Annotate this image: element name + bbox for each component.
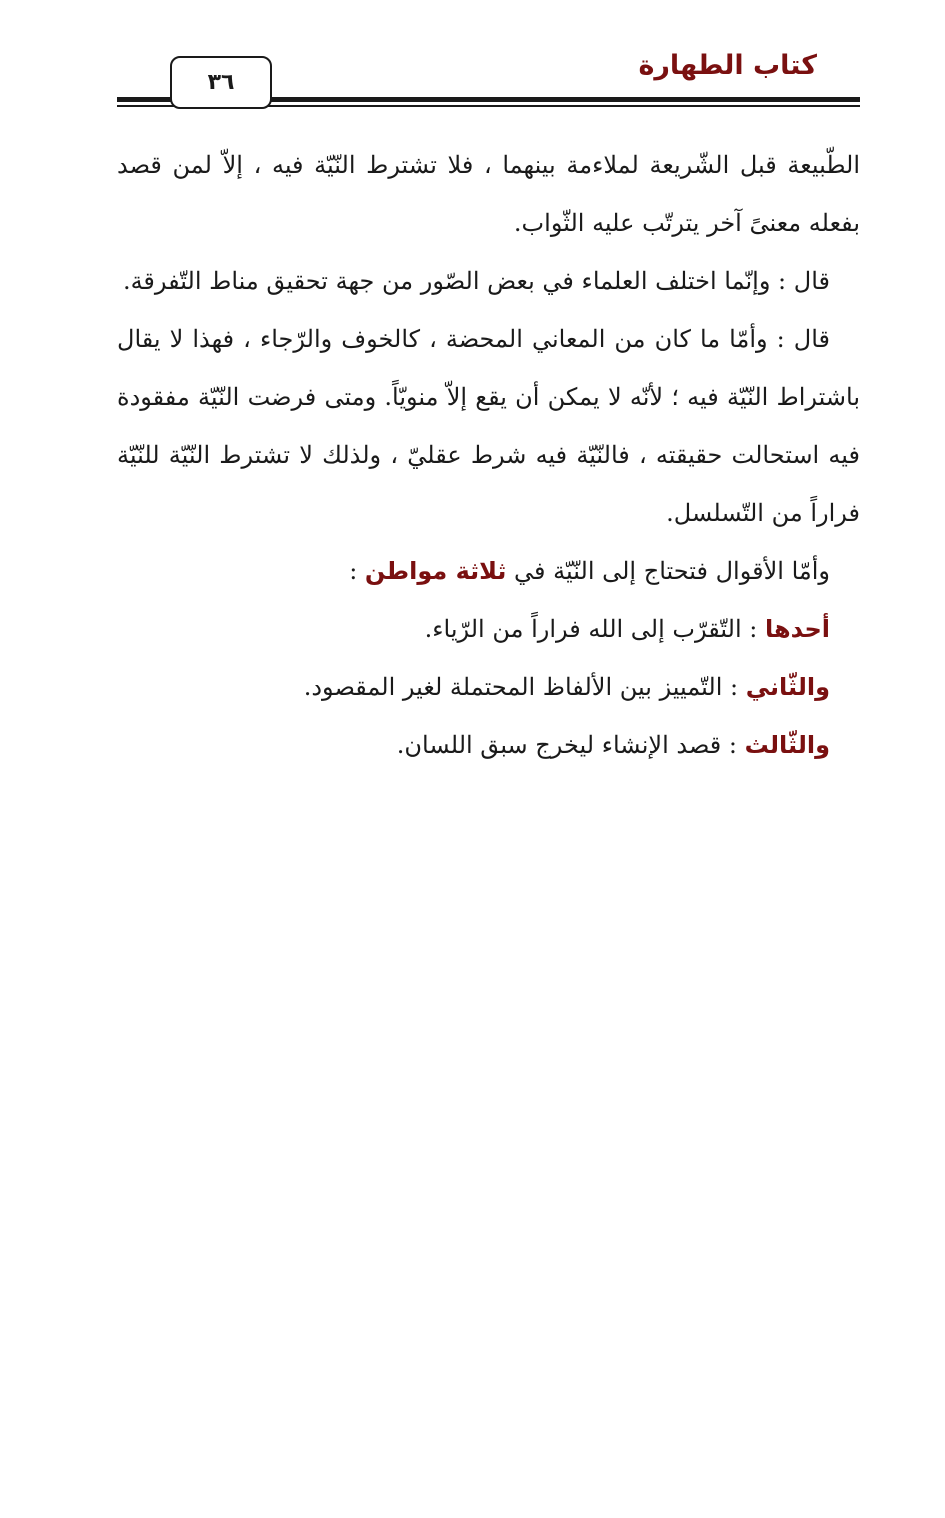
page-body — [117, 136, 860, 774]
book-title: كتاب الطهارة — [638, 50, 817, 81]
paragraph-1: الطّبيعة قبل الشّريعة لملاءمة بينهما ، فلا تشترط النّيّة فيه ، إلاّ لمن قصد بفعله معنىً آخر يترتّب عليه الثّواب. — [117, 151, 860, 237]
list-item — [117, 658, 860, 716]
list-item-text: : قصد الإنشاء ليخرج سبق اللسان. — [396, 731, 745, 759]
paragraph-4 — [117, 542, 860, 600]
list-item-label: والثّالث — [744, 731, 830, 759]
list-item — [117, 716, 860, 774]
list-item — [117, 600, 860, 658]
list-item-label: والثّاني — [745, 673, 830, 701]
list-item-text: : التّمييز بين الألفاظ المحتملة لغير المقصود. — [303, 673, 746, 701]
paragraph-4-colon: : — [349, 557, 365, 585]
paragraph-2: قال : وإنّما اختلف العلماء في بعض الصّور من جهة تحقيق مناط التّفرقة. — [122, 267, 830, 295]
page-number: ٣٦ — [170, 56, 272, 109]
paragraph-4-intro: وأمّا الأقوال فتحتاج إلى النّيّة في — [514, 557, 830, 585]
list-item-text: : التّقرّب إلى الله فراراً من الرّياء. — [424, 615, 765, 643]
paragraph-3: قال : وأمّا ما كان من المعاني المحضة ، كالخوف والرّجاء ، فهذا لا يقال باشتراط النّيّة فيه ؛ لأنّه لا يمكن أن يقع إلاّ منويّاً. ومتى فرضت النّيّة مفقودة فيه استحالت حقيقته ، فالنّيّة فيه شرط عقليّ ، ولذلك لا تشترط النّيّة للنّيّة فراراً من التّسلسل. — [117, 325, 860, 527]
list-item-label: أحدها — [764, 615, 830, 643]
page-header — [0, 0, 945, 120]
paragraph-4-highlight: ثلاثة مواطن — [364, 557, 507, 585]
